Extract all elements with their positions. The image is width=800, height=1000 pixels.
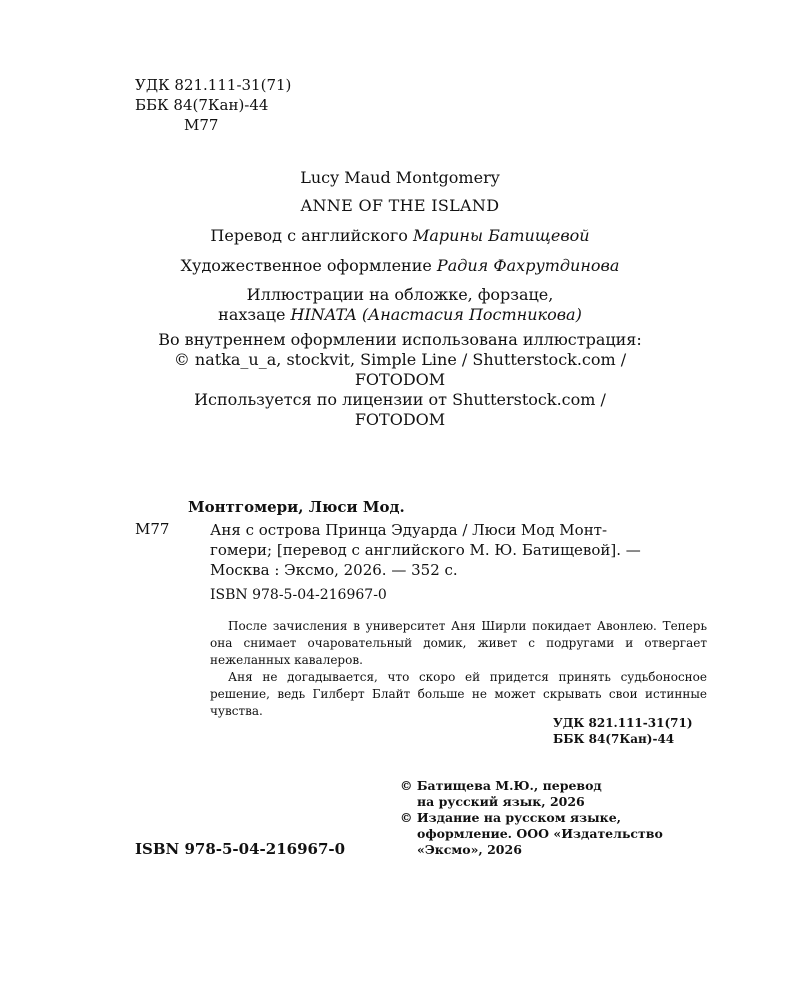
title-english (0, 196, 800, 215)
translator-name: Марины Батищевой (412, 226, 590, 245)
catalog-isbn: ISBN 978-5-04-216967-0 (210, 587, 387, 603)
illustration-line-1: Иллюстрации на обложке, форзаце, (246, 285, 554, 304)
inner-line-5: FOTODOM (354, 410, 446, 429)
copyright-line-3: © Издание на русском языке, (400, 810, 622, 825)
title-english-text: ANNE OF THE ISLAND (300, 196, 500, 215)
copyright-block (400, 778, 663, 858)
designer-credit (0, 256, 800, 275)
udk-code: УДК 821.111-31(71) (135, 76, 292, 94)
illustrator-name: HINATA (Анастасия Постникова) (290, 305, 582, 324)
inner-line-4: Используется по лицензии от Shutterstock.com / (194, 390, 606, 409)
author-mark: М77 (184, 116, 219, 134)
translator-prefix: Перевод с английского (210, 226, 413, 245)
translator-credit (0, 226, 800, 245)
annotation (210, 618, 707, 720)
copyright-line-4: оформление. ООО «Издательство (417, 826, 663, 841)
designer-prefix: Художественное оформление (180, 256, 437, 275)
inner-design-credit (0, 330, 800, 430)
illustration-credit (0, 285, 800, 325)
catalog-description (210, 520, 641, 580)
annotation-paragraph-2: Аня не догадывается, что скоро ей придется принять судьбоносное решение, ведь Гилберт Блайт больше не может скрывать свои истинные чувства. (210, 670, 707, 718)
copyright-line-5: «Эксмо», 2026 (417, 842, 522, 857)
inner-line-2: © natka_u_a, stockvit, Simple Line / Shutterstock.com / (173, 350, 627, 369)
annotation-paragraph-1: После зачисления в университет Аня Ширли покидает Авонлею. Теперь она снимает очаровательный домик, живет с подругами и отвергает нежеланных кавалеров. (210, 619, 707, 667)
copyright-line-2: на русский язык, 2026 (417, 794, 585, 809)
catalog-codes (553, 715, 693, 747)
illustration-line-2-prefix: нахзаце (218, 305, 291, 324)
catalog-line-1: Аня с острова Принца Эдуарда / Люси Мод Монт- (210, 521, 608, 539)
designer-name: Радия Фахрутдинова (436, 256, 620, 275)
catalog-heading: Монтгомери, Люси Мод. (188, 498, 405, 516)
classification-codes (135, 75, 291, 135)
author-english (0, 168, 800, 187)
copyright-line-1: © Батищева М.Ю., перевод (400, 778, 602, 793)
catalog-line-2: гомери; [перевод с английского М. Ю. Батищевой]. — (210, 541, 641, 559)
catalog-mark: М77 (135, 520, 170, 538)
bbk-code: ББК 84(7Кан)-44 (135, 96, 269, 114)
author-english-text: Lucy Maud Montgomery (300, 168, 500, 187)
inner-line-3: FOTODOM (354, 370, 446, 389)
isbn-bottom: ISBN 978-5-04-216967-0 (135, 840, 346, 858)
catalog-udk: УДК 821.111-31(71) (553, 716, 693, 730)
catalog-bbk: ББК 84(7Кан)-44 (553, 732, 675, 746)
inner-line-1: Во внутреннем оформлении использована иллюстрация: (158, 330, 642, 349)
catalog-line-3: Москва : Эксмо, 2026. — 352 с. (210, 561, 458, 579)
